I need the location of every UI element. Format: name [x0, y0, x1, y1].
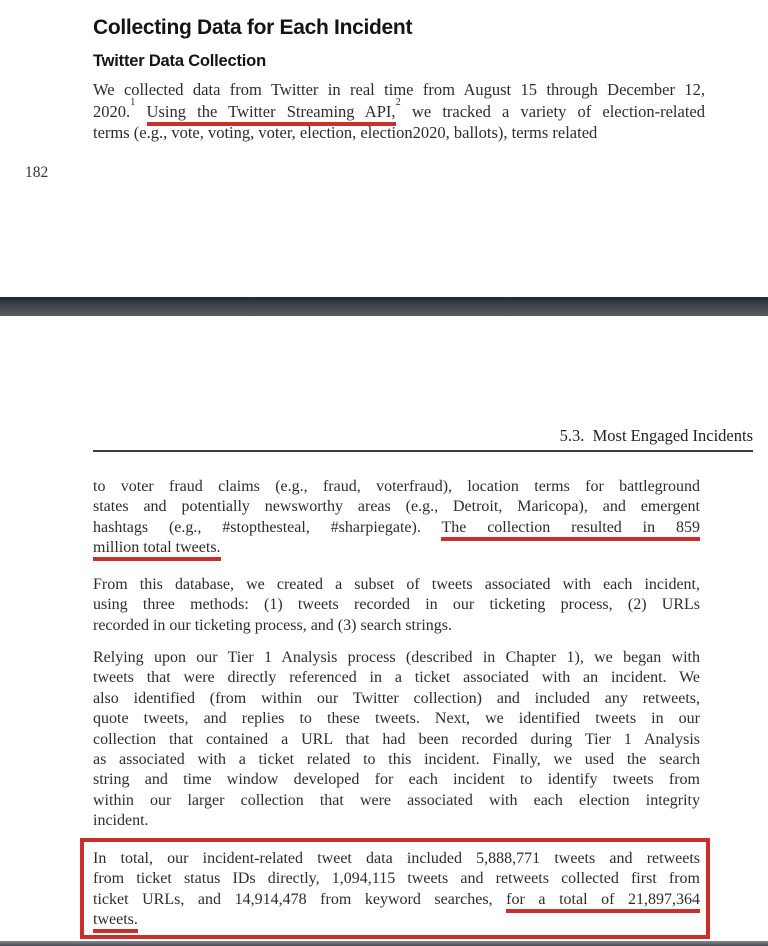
text-line	[93, 595, 700, 615]
text-segment: states and potentially newsworthy areas (e.g., Detroit, Maricopa), and emergent	[93, 498, 700, 516]
text-segment: from ticket status IDs directly, 1,094,115 tweets and retweets collected first from	[93, 870, 700, 888]
text-line	[93, 96, 705, 123]
red-underline-annotation: Using the Twitter Streaming API,	[147, 102, 396, 126]
text-segment: terms (e.g., vote, voting, voter, election, election2020, ballots), terms related	[93, 123, 598, 143]
running-header: 5.3. Most Engaged Incidents	[559, 426, 753, 445]
text-line	[93, 849, 700, 869]
red-underline-annotation: million total tweets.	[93, 539, 221, 561]
text-line	[93, 770, 700, 790]
text-line	[93, 538, 700, 558]
red-underline-annotation: The collection resulted in 859	[441, 519, 700, 541]
text-segment: as associated with a ticket related to this incident. Finally, we used the search	[93, 751, 700, 769]
text-segment: We collected data from Twitter in real time from August 15 through December 12,	[93, 80, 705, 99]
text-segment: using three methods: (1) tweets recorded in our ticketing process, (2) URLs	[93, 596, 700, 614]
section-heading: Collecting Data for Each Incident	[93, 16, 413, 39]
text-line	[93, 497, 700, 517]
text-line	[93, 477, 700, 497]
text-segment: we tracked a variety of election-related	[400, 101, 705, 121]
text-line	[93, 730, 700, 750]
text-line	[93, 709, 700, 729]
text-segment: tweets that were directly referenced in a ticket associated with an incident. We	[93, 669, 700, 687]
text-segment: quote tweets, and replies to these tweets. Next, we identified tweets in our	[93, 710, 700, 728]
text-line	[93, 890, 700, 910]
text-line	[93, 575, 700, 595]
bottom-page-separator-bar	[0, 941, 768, 946]
text-segment: Relying upon our Tier 1 Analysis process (described in Chapter 1), we began with	[93, 649, 700, 666]
subsection-heading: Twitter Data Collection	[93, 52, 266, 70]
text-segment: also identified (from within our Twitter collection) and included any retweets,	[93, 689, 700, 707]
text-segment: hashtags (e.g., #stopthesteal, #sharpiegate).	[93, 518, 442, 536]
text-line	[93, 689, 700, 709]
text-line	[93, 122, 705, 144]
text-line	[93, 750, 700, 770]
text-segment: incident.	[93, 812, 149, 830]
text-segment	[135, 102, 146, 121]
text-segment: 2020.	[93, 101, 131, 121]
text-segment: within our larger collection that were associated with each election integrity	[93, 791, 700, 809]
body-paragraph-twitter-collection	[93, 79, 705, 144]
text-line	[93, 791, 700, 811]
footnote-marker: 2	[395, 96, 401, 108]
footnote-marker: 1	[130, 96, 136, 108]
body-paragraph-search-terms	[93, 477, 700, 559]
text-segment: collection that contained a URL that had been recorded during Tier 1 Analysis	[93, 730, 700, 748]
page-separator-bar	[0, 297, 768, 316]
text-line	[93, 910, 700, 930]
annotation-highlight-box	[80, 838, 710, 939]
red-underline-annotation: tweets.	[93, 911, 138, 933]
body-paragraph-three-methods	[93, 575, 700, 636]
text-line	[93, 518, 700, 538]
text-segment: recorded in our ticketing process, and (3) search strings.	[93, 616, 452, 634]
body-paragraph-tier1-analysis	[93, 648, 700, 832]
text-line	[93, 869, 700, 889]
text-line	[93, 811, 700, 831]
text-line	[93, 616, 700, 636]
text-segment: ticket URLs, and 14,914,478 from keyword searches,	[93, 890, 507, 908]
header-rule	[93, 450, 753, 452]
text-segment: From this database, we created a subset of tweets associated with each incident,	[93, 576, 700, 593]
text-line	[93, 668, 700, 688]
text-segment: In total, our incident-related tweet data included 5,888,771 tweets and retweets	[93, 850, 700, 867]
page-number: 182	[25, 164, 49, 181]
text-segment: to voter fraud claims (e.g., fraud, voterfraud), location terms for battleground	[93, 478, 700, 495]
red-underline-annotation: for a total of 21,897,364	[506, 891, 700, 913]
text-segment: string and time window developed for each incident to identify tweets from	[93, 771, 700, 789]
text-line	[93, 648, 700, 668]
